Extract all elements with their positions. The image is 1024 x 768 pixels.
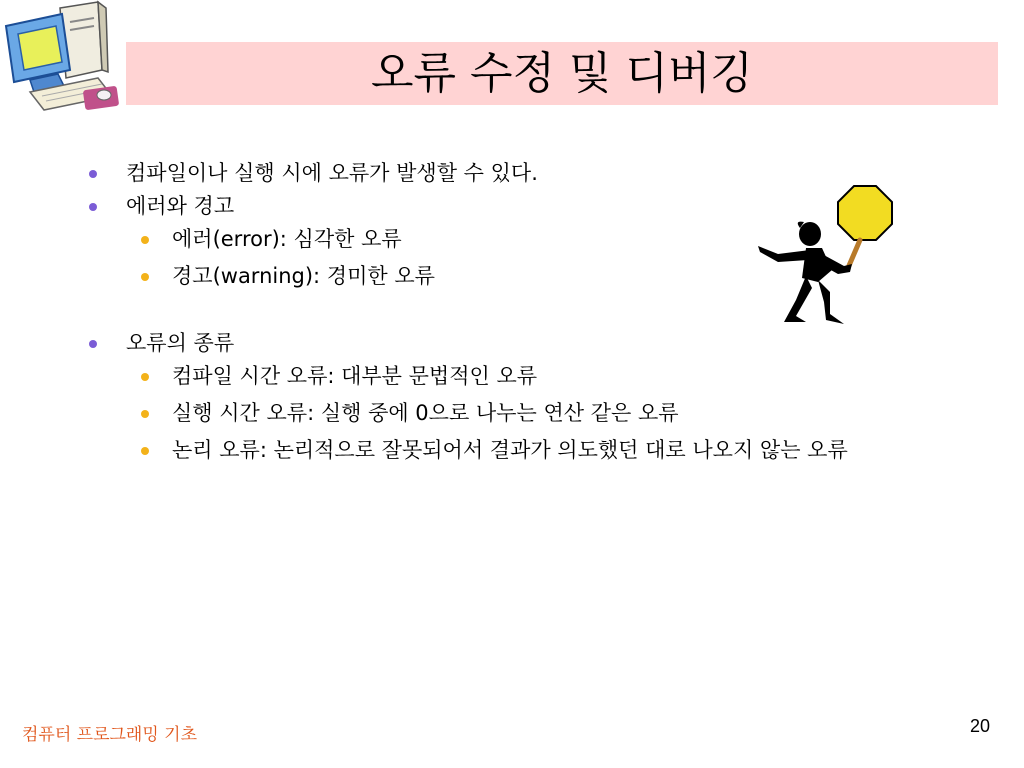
slide-title: 오류 수정 및 디버깅 [371, 48, 753, 99]
sub-bullet-dot [141, 236, 149, 244]
sub-bullet-dot [141, 373, 149, 381]
sub-bullet-item: 컴파일 시간 오류: 대부분 문법적인 오류 [86, 361, 996, 391]
sub-bullet-dot [141, 447, 149, 455]
bullet-dot [89, 203, 97, 211]
page-number: 20 [970, 716, 991, 736]
title-bar [126, 42, 998, 105]
computer-clipart-icon [0, 0, 130, 115]
bullet-item: 에러와 경고 [86, 191, 996, 221]
sub-bullet-item: 실행 시간 오류: 실행 중에 0으로 나누는 연산 같은 오류 [86, 398, 996, 428]
sub-bullet-item: 경고(warning): 경미한 오류 [86, 261, 996, 291]
sub-bullet-item: 논리 오류: 논리적으로 잘못되어서 결과가 의도했던 대로 나오지 않는 오류 [86, 435, 996, 465]
sub-bullet-dot [141, 410, 149, 418]
bullet-list [86, 158, 996, 472]
bullet-dot [89, 340, 97, 348]
sub-bullet-item: 에러(error): 심각한 오류 [86, 224, 996, 254]
sub-bullet-dot [141, 273, 149, 281]
footer-course-title: 컴퓨터 프로그래밍 기초 [22, 725, 198, 745]
bullet-dot [89, 170, 97, 178]
bullet-item: 컴파일이나 실행 시에 오류가 발생할 수 있다. [86, 158, 996, 188]
bullet-item: 오류의 종류 [86, 328, 996, 358]
